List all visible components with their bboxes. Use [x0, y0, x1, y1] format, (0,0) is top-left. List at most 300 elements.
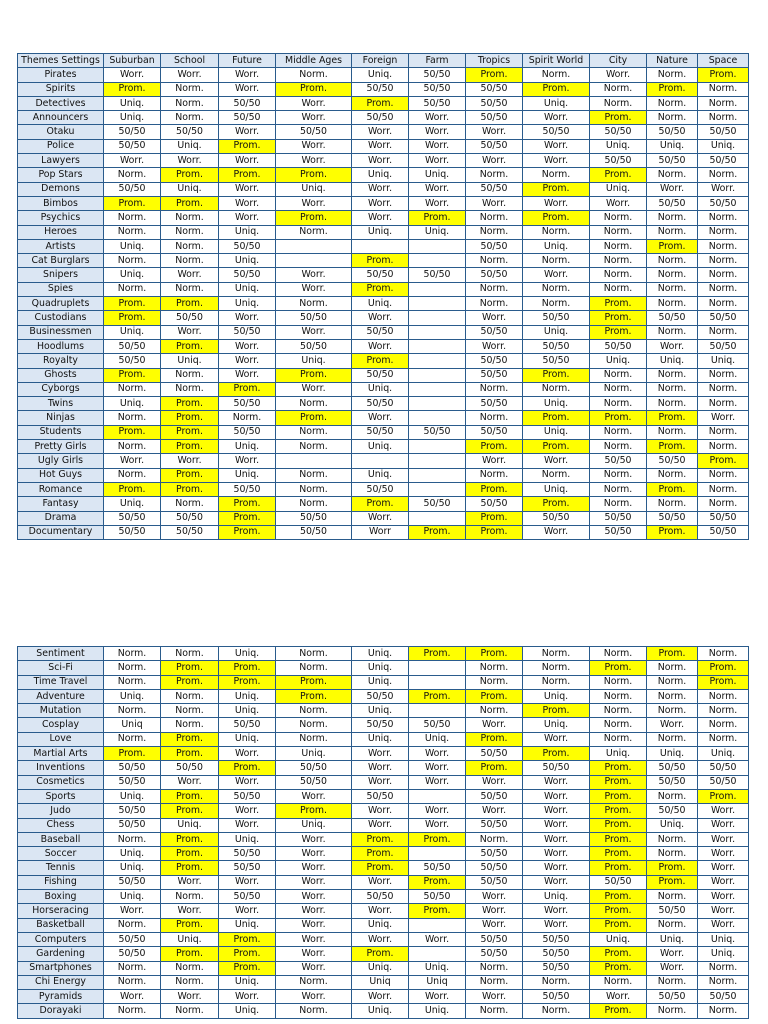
rating-cell: Prom.: [161, 482, 219, 496]
rating-cell: Worr.: [409, 775, 466, 789]
rating-cell: 50/50: [523, 125, 590, 139]
rating-cell: Norm.: [698, 382, 749, 396]
rating-cell: Prom.: [409, 904, 466, 918]
rating-cell: Norm.: [698, 704, 749, 718]
rating-cell: Norm.: [698, 254, 749, 268]
table-row: [18, 1004, 749, 1018]
rating-cell: Norm.: [698, 397, 749, 411]
rating-cell: Uniq: [104, 718, 161, 732]
row-theme-label: Inventions: [18, 761, 104, 775]
rating-cell: 50/50: [352, 482, 409, 496]
row-theme-label: Fishing: [18, 875, 104, 889]
rating-cell: Worr.: [409, 990, 466, 1004]
rating-cell: [409, 325, 466, 339]
rating-cell: 50/50: [466, 847, 523, 861]
rating-cell: Norm.: [161, 225, 219, 239]
rating-cell: Prom.: [161, 411, 219, 425]
rating-cell: Norm.: [276, 975, 352, 989]
header-cell: Tropics: [466, 54, 523, 68]
rating-cell: Norm.: [647, 732, 698, 746]
rating-cell: 50/50: [466, 368, 523, 382]
rating-cell: Uniq.: [219, 732, 276, 746]
rating-cell: 50/50: [219, 268, 276, 282]
rating-cell: 50/50: [647, 511, 698, 525]
rating-cell: Norm.: [523, 382, 590, 396]
rating-cell: Uniq.: [590, 747, 647, 761]
rating-cell: Worr.: [161, 325, 219, 339]
table-row: [18, 890, 749, 904]
rating-cell: [409, 468, 466, 482]
rating-cell: Prom.: [590, 111, 647, 125]
rating-cell: Norm.: [647, 168, 698, 182]
rating-cell: Uniq.: [352, 68, 409, 82]
rating-cell: Worr.: [352, 804, 409, 818]
rating-cell: Prom.: [104, 425, 161, 439]
rating-cell: 50/50: [647, 761, 698, 775]
rating-cell: Prom.: [219, 932, 276, 946]
rating-cell: Prom.: [466, 761, 523, 775]
rating-cell: Uniq.: [104, 861, 161, 875]
rating-cell: 50/50: [219, 890, 276, 904]
rating-cell: Uniq.: [590, 182, 647, 196]
rating-cell: Prom.: [104, 297, 161, 311]
rating-cell: Norm.: [104, 1004, 161, 1018]
rating-cell: Norm.: [698, 282, 749, 296]
rating-cell: 50/50: [352, 368, 409, 382]
rating-cell: Norm.: [590, 689, 647, 703]
header-cell: School: [161, 54, 219, 68]
table-row: [18, 225, 749, 239]
rating-cell: Prom.: [276, 211, 352, 225]
rating-cell: Worr.: [219, 182, 276, 196]
rating-cell: Uniq.: [104, 239, 161, 253]
rating-cell: 50/50: [590, 525, 647, 539]
rating-cell: Worr.: [276, 890, 352, 904]
rating-cell: Norm.: [104, 211, 161, 225]
rating-cell: Norm.: [104, 832, 161, 846]
rating-cell: Worr.: [466, 918, 523, 932]
rating-cell: Worr.: [352, 761, 409, 775]
rating-cell: Norm.: [466, 704, 523, 718]
table-row: [18, 482, 749, 496]
rating-cell: Worr.: [523, 875, 590, 889]
rating-cell: Uniq.: [276, 747, 352, 761]
rating-cell: 50/50: [466, 239, 523, 253]
row-theme-label: Baseball: [18, 832, 104, 846]
rating-cell: Prom.: [352, 354, 409, 368]
rating-cell: 50/50: [466, 947, 523, 961]
rating-cell: 50/50: [409, 497, 466, 511]
rating-cell: Norm.: [161, 718, 219, 732]
rating-cell: Norm.: [590, 96, 647, 110]
rating-cell: Uniq.: [104, 325, 161, 339]
rating-cell: Uniq: [409, 975, 466, 989]
row-theme-label: Detectives: [18, 96, 104, 110]
rating-cell: Norm.: [466, 675, 523, 689]
header-cell-themes-settings: Themes Settings: [18, 54, 104, 68]
rating-cell: Prom.: [590, 804, 647, 818]
rating-cell: Prom.: [647, 411, 698, 425]
rating-cell: [409, 704, 466, 718]
rating-cell: 50/50: [590, 875, 647, 889]
rating-cell: Norm.: [466, 468, 523, 482]
rating-cell: Worr.: [352, 990, 409, 1004]
rating-cell: Norm.: [647, 675, 698, 689]
rating-cell: Norm.: [161, 96, 219, 110]
rating-cell: Worr.: [276, 139, 352, 153]
header-cell: Spirit World: [523, 54, 590, 68]
rating-cell: Norm.: [161, 961, 219, 975]
rating-cell: [409, 297, 466, 311]
table-row: [18, 125, 749, 139]
rating-cell: Worr.: [352, 154, 409, 168]
rating-cell: Worr.: [352, 411, 409, 425]
rating-cell: Prom.: [161, 789, 219, 803]
rating-cell: Norm.: [523, 675, 590, 689]
rating-cell: 50/50: [698, 339, 749, 353]
rating-cell: 50/50: [104, 932, 161, 946]
rating-cell: 50/50: [466, 397, 523, 411]
rating-cell: Prom.: [161, 747, 219, 761]
rating-cell: Norm.: [698, 268, 749, 282]
rating-cell: Prom.: [647, 861, 698, 875]
rating-cell: 50/50: [104, 775, 161, 789]
rating-cell: [352, 239, 409, 253]
rating-cell: Worr.: [698, 875, 749, 889]
rating-cell: Prom.: [104, 482, 161, 496]
row-theme-label: Fantasy: [18, 497, 104, 511]
rating-cell: Norm.: [590, 397, 647, 411]
rating-cell: Norm.: [276, 497, 352, 511]
rating-cell: 50/50: [466, 932, 523, 946]
header-cell: Foreign: [352, 54, 409, 68]
rating-cell: 50/50: [104, 804, 161, 818]
rating-cell: Worr.: [219, 775, 276, 789]
rating-cell: Norm.: [104, 961, 161, 975]
rating-cell: Norm.: [647, 425, 698, 439]
rating-cell: Norm.: [276, 68, 352, 82]
rating-cell: Prom.: [219, 382, 276, 396]
row-theme-label: Tennis: [18, 861, 104, 875]
rating-cell: Norm.: [590, 254, 647, 268]
rating-cell: Worr.: [219, 990, 276, 1004]
rating-cell: Worr.: [276, 947, 352, 961]
rating-cell: 50/50: [698, 311, 749, 325]
row-theme-label: Royalty: [18, 354, 104, 368]
rating-cell: Norm.: [647, 68, 698, 82]
rating-cell: Prom.: [161, 661, 219, 675]
rating-cell: Worr.: [466, 125, 523, 139]
rating-cell: Prom.: [698, 675, 749, 689]
rating-cell: Uniq.: [698, 139, 749, 153]
rating-cell: Norm.: [698, 975, 749, 989]
rating-cell: 50/50: [409, 82, 466, 96]
rating-cell: Prom.: [698, 68, 749, 82]
rating-cell: Prom.: [523, 747, 590, 761]
rating-cell: Worr.: [647, 947, 698, 961]
rating-cell: Uniq.: [523, 689, 590, 703]
rating-cell: Norm.: [647, 111, 698, 125]
rating-cell: Prom.: [590, 832, 647, 846]
rating-cell: Worr.: [409, 196, 466, 210]
rating-cell: Norm.: [590, 732, 647, 746]
rating-cell: 50/50: [219, 718, 276, 732]
rating-cell: Norm.: [466, 282, 523, 296]
rating-cell: Worr.: [466, 890, 523, 904]
rating-cell: Norm.: [590, 382, 647, 396]
rating-cell: Norm.: [276, 647, 352, 661]
table-row: [18, 468, 749, 482]
rating-cell: 50/50: [698, 990, 749, 1004]
rating-cell: Norm.: [590, 675, 647, 689]
rating-cell: Worr.: [104, 68, 161, 82]
rating-cell: Uniq.: [352, 961, 409, 975]
rating-cell: Uniq.: [352, 297, 409, 311]
rating-cell: Prom.: [409, 211, 466, 225]
rating-cell: Norm.: [590, 268, 647, 282]
rating-cell: Prom.: [276, 411, 352, 425]
table-body: [18, 647, 749, 1019]
table-row: [18, 325, 749, 339]
row-theme-label: Cosplay: [18, 718, 104, 732]
rating-cell: Worr.: [698, 182, 749, 196]
rating-cell: 50/50: [352, 268, 409, 282]
rating-cell: Norm.: [161, 382, 219, 396]
rating-cell: Worr.: [698, 804, 749, 818]
rating-cell: Worr.: [352, 139, 409, 153]
rating-cell: 50/50: [104, 818, 161, 832]
rating-cell: Prom.: [409, 689, 466, 703]
rating-cell: Prom.: [276, 82, 352, 96]
row-theme-label: Quadruplets: [18, 297, 104, 311]
rating-cell: Worr.: [466, 196, 523, 210]
table-row: [18, 154, 749, 168]
rating-cell: Uniq.: [409, 732, 466, 746]
rating-cell: Prom.: [590, 297, 647, 311]
table-row: [18, 454, 749, 468]
rating-cell: Worr.: [466, 775, 523, 789]
table-row: [18, 196, 749, 210]
rating-cell: 50/50: [523, 990, 590, 1004]
rating-cell: Norm.: [161, 975, 219, 989]
rating-cell: Norm.: [276, 732, 352, 746]
rating-cell: 50/50: [523, 761, 590, 775]
rating-cell: 50/50: [352, 82, 409, 96]
rating-cell: Norm.: [466, 975, 523, 989]
rating-cell: Norm.: [647, 368, 698, 382]
rating-cell: Norm.: [590, 482, 647, 496]
rating-cell: 50/50: [219, 111, 276, 125]
rating-cell: Norm.: [698, 96, 749, 110]
rating-cell: Norm.: [466, 297, 523, 311]
rating-cell: 50/50: [590, 454, 647, 468]
rating-cell: Worr.: [523, 525, 590, 539]
rating-cell: 50/50: [352, 397, 409, 411]
compatibility-table-top: [17, 53, 749, 540]
rating-cell: 50/50: [276, 339, 352, 353]
rating-cell: Norm.: [276, 397, 352, 411]
rating-cell: Uniq.: [352, 468, 409, 482]
rating-cell: Prom.: [161, 804, 219, 818]
rating-cell: [276, 239, 352, 253]
rating-cell: Worr.: [466, 311, 523, 325]
row-theme-label: Chi Energy: [18, 975, 104, 989]
rating-cell: Prom.: [523, 704, 590, 718]
rating-cell: Worr.: [523, 804, 590, 818]
rating-cell: Norm.: [647, 704, 698, 718]
rating-cell: Uniq.: [698, 747, 749, 761]
rating-cell: Norm.: [466, 961, 523, 975]
rating-cell: Uniq.: [219, 832, 276, 846]
rating-cell: Norm.: [104, 918, 161, 932]
row-theme-label: Chess: [18, 818, 104, 832]
rating-cell: Worr.: [276, 990, 352, 1004]
rating-cell: Prom.: [409, 647, 466, 661]
rating-cell: Norm.: [523, 168, 590, 182]
rating-cell: Worr.: [276, 96, 352, 110]
rating-cell: Worr.: [352, 818, 409, 832]
table-row: [18, 354, 749, 368]
rating-cell: Uniq.: [219, 468, 276, 482]
rating-cell: Norm.: [161, 368, 219, 382]
rating-cell: Uniq.: [219, 689, 276, 703]
rating-cell: Norm.: [161, 497, 219, 511]
rating-cell: 50/50: [219, 482, 276, 496]
rating-cell: Norm.: [161, 111, 219, 125]
rating-cell: [409, 482, 466, 496]
rating-cell: Uniq.: [523, 718, 590, 732]
rating-cell: Norm.: [698, 325, 749, 339]
rating-cell: Norm.: [276, 661, 352, 675]
rating-cell: Uniq.: [104, 96, 161, 110]
rating-cell: Norm.: [698, 497, 749, 511]
table-row: [18, 339, 749, 353]
rating-cell: Norm.: [698, 225, 749, 239]
rating-cell: Worr.: [219, 454, 276, 468]
rating-cell: Prom.: [523, 368, 590, 382]
rating-cell: Prom.: [590, 918, 647, 932]
row-theme-label: Sentiment: [18, 647, 104, 661]
rating-cell: 50/50: [276, 125, 352, 139]
rating-cell: Worr.: [219, 82, 276, 96]
rating-cell: Prom.: [523, 182, 590, 196]
table-body: [18, 68, 749, 540]
rating-cell: Norm.: [276, 1004, 352, 1018]
rating-cell: Worr.: [409, 932, 466, 946]
rating-cell: Worr.: [523, 139, 590, 153]
rating-cell: Uniq.: [276, 818, 352, 832]
rating-cell: Prom.: [647, 82, 698, 96]
table-row: [18, 96, 749, 110]
rating-cell: Worr.: [276, 154, 352, 168]
row-theme-label: Gardening: [18, 947, 104, 961]
rating-cell: Worr: [352, 525, 409, 539]
table-row: [18, 139, 749, 153]
rating-cell: Prom.: [647, 525, 698, 539]
rating-cell: Prom.: [698, 661, 749, 675]
rating-cell: 50/50: [104, 761, 161, 775]
rating-cell: Worr.: [219, 875, 276, 889]
rating-cell: Norm.: [276, 704, 352, 718]
row-theme-label: Pirates: [18, 68, 104, 82]
rating-cell: Worr.: [276, 832, 352, 846]
rating-cell: Norm.: [647, 847, 698, 861]
rating-cell: Prom.: [466, 440, 523, 454]
rating-cell: Norm.: [590, 704, 647, 718]
rating-cell: Norm.: [647, 325, 698, 339]
row-theme-label: Mutation: [18, 704, 104, 718]
rating-cell: Prom.: [104, 82, 161, 96]
rating-cell: Worr.: [352, 339, 409, 353]
table-row: [18, 68, 749, 82]
rating-cell: Norm.: [647, 918, 698, 932]
rating-cell: Worr.: [466, 904, 523, 918]
rating-cell: 50/50: [647, 125, 698, 139]
rating-cell: Worr.: [104, 154, 161, 168]
rating-cell: Prom.: [219, 947, 276, 961]
rating-cell: Prom.: [161, 675, 219, 689]
rating-cell: Norm.: [647, 211, 698, 225]
rating-cell: Norm.: [466, 1004, 523, 1018]
table-row: [18, 511, 749, 525]
rating-cell: Uniq.: [590, 354, 647, 368]
table-row: [18, 689, 749, 703]
row-theme-label: Custodians: [18, 311, 104, 325]
rating-cell: Worr.: [276, 904, 352, 918]
rating-cell: Worr.: [409, 182, 466, 196]
rating-cell: Prom.: [523, 82, 590, 96]
header-cell: Space: [698, 54, 749, 68]
rating-cell: Norm.: [647, 661, 698, 675]
rating-cell: Norm.: [104, 282, 161, 296]
rating-cell: Uniq.: [647, 354, 698, 368]
rating-cell: Uniq.: [104, 890, 161, 904]
table-row: [18, 647, 749, 661]
rating-cell: [409, 354, 466, 368]
rating-cell: [409, 661, 466, 675]
rating-cell: Worr.: [219, 125, 276, 139]
rating-cell: Norm.: [647, 397, 698, 411]
rating-cell: Norm.: [104, 225, 161, 239]
rating-cell: Worr.: [698, 890, 749, 904]
rating-cell: Worr.: [466, 804, 523, 818]
rating-cell: 50/50: [466, 325, 523, 339]
rating-cell: 50/50: [523, 961, 590, 975]
rating-cell: 50/50: [466, 354, 523, 368]
rating-cell: 50/50: [161, 125, 219, 139]
rating-cell: Worr.: [523, 775, 590, 789]
rating-cell: 50/50: [352, 890, 409, 904]
rating-cell: Prom.: [219, 168, 276, 182]
rating-cell: Worr.: [523, 832, 590, 846]
rating-cell: Norm.: [647, 268, 698, 282]
row-theme-label: Ninjas: [18, 411, 104, 425]
rating-cell: 50/50: [161, 525, 219, 539]
rating-cell: 50/50: [352, 689, 409, 703]
rating-cell: Prom.: [590, 847, 647, 861]
table-row: [18, 268, 749, 282]
rating-cell: Uniq.: [352, 661, 409, 675]
rating-cell: [352, 454, 409, 468]
rating-cell: Uniq.: [523, 890, 590, 904]
rating-cell: Worr.: [219, 354, 276, 368]
rating-cell: 50/50: [523, 354, 590, 368]
rating-cell: Worr.: [161, 904, 219, 918]
rating-cell: Prom.: [523, 211, 590, 225]
rating-cell: Worr.: [523, 918, 590, 932]
table-row: [18, 661, 749, 675]
rating-cell: 50/50: [409, 890, 466, 904]
